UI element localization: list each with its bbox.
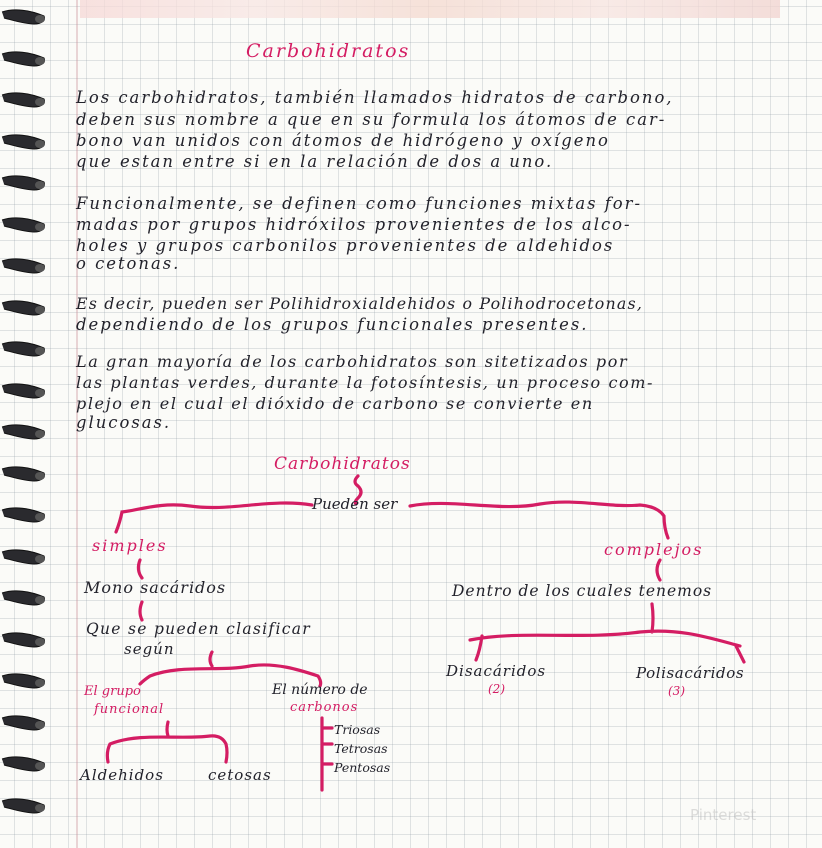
complejos-stem (657, 560, 660, 580)
paragraph-4-line-2: las plantas verdes, durante la fotosíntesis, un proceso com- (76, 373, 655, 392)
paragraph-2-line-1: Funcionalmente, se definen como funciones mixtas for- (76, 194, 643, 213)
disacaridos-count: (2) (488, 682, 505, 696)
item-aldehidos: Aldehidos (80, 766, 164, 784)
classify-note-line-2: según (124, 640, 175, 658)
item-cetosas: cetosas (208, 766, 272, 784)
paragraph-1-line-4: que estan entre si en la relación de dos a uno. (76, 152, 554, 171)
branch-complejos: complejos (604, 540, 704, 559)
simples-to-mono (138, 560, 142, 578)
carbonos-label-line-2: carbonos (290, 700, 359, 715)
paragraph-4-line-4: glucosas. (76, 413, 172, 432)
mono-sacaridos: Mono sacáridos (84, 578, 227, 597)
item-polisacaridos: Polisacáridos (636, 664, 745, 682)
grupo-label-line-1: El grupo (84, 684, 141, 699)
item-triosas: Triosas (334, 722, 381, 737)
polisacaridos-count: (3) (668, 684, 685, 698)
paragraph-1-line-1: Los carbohidratos, también llamados hidratos de carbono, (76, 88, 674, 107)
grupo-label-line-2: funcional (94, 702, 165, 717)
paragraph-2-line-4: o cetonas. (76, 254, 181, 273)
paragraph-4-line-3: plejo en el cual el dióxido de carbono se convierte en (76, 394, 594, 413)
mindmap-connector: Pueden ser (312, 495, 398, 513)
branch-left (116, 503, 312, 532)
item-disacaridos: Disacáridos (446, 662, 547, 680)
paragraph-3-line-1: Es decir, pueden ser Polihidroxialdehidos o Polihodrocetonas, (76, 294, 644, 313)
page-title: Carbohidratos (246, 40, 411, 62)
item-tetrosas: Tetrosas (334, 741, 388, 756)
mono-to-note (140, 602, 142, 620)
funcional-split (107, 722, 227, 762)
paragraph-3-line-2: dependiendo de los grupos funcionales presentes. (76, 315, 589, 334)
carbonos-stem (322, 718, 332, 790)
paragraph-2-line-3: holes y grupos carbonilos provenientes de aldehidos (76, 236, 615, 255)
paragraph-2-line-2: madas por grupos hidróxilos provenientes de los alco- (76, 215, 632, 234)
paragraph-4-line-1: La gran mayoría de los carbohidratos son sitetizados por (76, 352, 629, 371)
carbonos-label-line-1: El número de (272, 682, 368, 698)
classify-note-line-1: Que se pueden clasificar (86, 620, 311, 638)
dentro-note: Dentro de los cuales tenemos (452, 582, 713, 600)
branch-simples: simples (92, 536, 168, 555)
paragraph-1-line-3: bono van unidos con átomos de hidrógeno y oxígeno (76, 131, 610, 150)
mindmap-root: Carbohidratos (274, 454, 411, 474)
paragraph-1-line-2: deben sus nombre a que en su formula los átomos de car- (76, 110, 667, 129)
item-pentosas: Pentosas (334, 760, 391, 775)
right-to-items (470, 604, 744, 662)
branch-right (410, 502, 668, 538)
watermark: Pinterest (690, 806, 757, 824)
